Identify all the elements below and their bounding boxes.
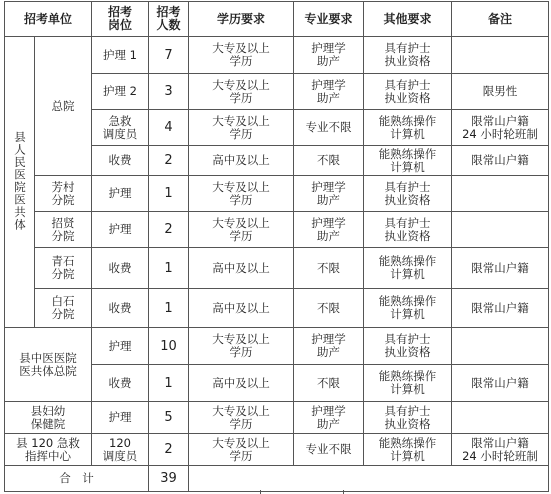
cell-count: 4 xyxy=(149,110,189,146)
table-row xyxy=(5,176,549,212)
total-row xyxy=(5,466,549,492)
cell-notes: 限常山户籍 xyxy=(452,146,549,176)
cell-major: 护理学 助产 xyxy=(294,328,364,365)
border-tick xyxy=(343,490,344,494)
cell-other: 能熟练操作 计算机 xyxy=(364,110,452,146)
cell-count: 5 xyxy=(149,402,189,434)
table-row xyxy=(5,37,549,74)
cell-major: 护理学 助产 xyxy=(294,74,364,110)
unit-county-hospital: 县人民医院医共体 xyxy=(5,37,35,328)
table-row xyxy=(5,212,549,248)
recruitment-table xyxy=(4,1,549,492)
unit-120-center: 县 120 急救 指挥中心 xyxy=(5,434,92,466)
cell-count: 1 xyxy=(149,365,189,402)
cell-count: 1 xyxy=(149,289,189,328)
cell-major: 护理学 助产 xyxy=(294,37,364,74)
table-row xyxy=(5,248,549,289)
cell-position: 120 调度员 xyxy=(92,434,149,466)
header-major: 专业要求 xyxy=(294,2,364,37)
cell-other: 具有护士 执业资格 xyxy=(364,402,452,434)
cell-education: 大专及以上 学历 xyxy=(189,434,294,466)
cell-count: 3 xyxy=(149,74,189,110)
cell-notes: 限常山户籍 24 小时轮班制 xyxy=(452,434,549,466)
cell-notes: 限常山户籍 xyxy=(452,289,549,328)
cell-position: 护理 xyxy=(92,328,149,365)
cell-major: 不限 xyxy=(294,289,364,328)
cell-count: 2 xyxy=(149,146,189,176)
cell-education: 高中及以上 xyxy=(189,248,294,289)
header-notes: 备注 xyxy=(452,2,549,37)
cell-other: 具有护士 执业资格 xyxy=(364,37,452,74)
table-row xyxy=(5,402,549,434)
cell-major: 护理学 助产 xyxy=(294,176,364,212)
cell-major: 专业不限 xyxy=(294,110,364,146)
cell-count: 7 xyxy=(149,37,189,74)
cell-major: 护理学 助产 xyxy=(294,212,364,248)
cell-other: 能熟练操作 计算机 xyxy=(364,365,452,402)
subunit-zhaoxian: 招贤 分院 xyxy=(35,212,92,248)
cell-position: 护理 xyxy=(92,212,149,248)
cell-other: 能熟练操作 计算机 xyxy=(364,289,452,328)
total-blank xyxy=(189,466,549,492)
cell-other: 具有护士 执业资格 xyxy=(364,74,452,110)
cell-notes xyxy=(452,212,549,248)
cell-education: 大专及以上 学历 xyxy=(189,176,294,212)
cell-position: 急救 调度员 xyxy=(92,110,149,146)
cell-other: 能熟练操作 计算机 xyxy=(364,248,452,289)
cell-major: 护理学 助产 xyxy=(294,402,364,434)
subunit-main: 总院 xyxy=(35,37,92,176)
header-count: 招考 人数 xyxy=(149,2,189,37)
cell-position: 护理 1 xyxy=(92,37,149,74)
cell-count: 2 xyxy=(149,212,189,248)
cell-education: 高中及以上 xyxy=(189,289,294,328)
cell-major: 不限 xyxy=(294,365,364,402)
cell-education: 大专及以上 学历 xyxy=(189,37,294,74)
cell-notes xyxy=(452,37,549,74)
cell-position: 收费 xyxy=(92,365,149,402)
cell-notes: 限男性 xyxy=(452,74,549,110)
cell-notes: 限常山户籍 xyxy=(452,365,549,402)
cell-major: 不限 xyxy=(294,248,364,289)
cell-count: 1 xyxy=(149,176,189,212)
cell-notes xyxy=(452,328,549,365)
cell-education: 大专及以上 学历 xyxy=(189,328,294,365)
header-other: 其他要求 xyxy=(364,2,452,37)
unit-tcm-hospital: 县中医医院 医共体总院 xyxy=(5,328,92,402)
cell-other: 能熟练操作 计算机 xyxy=(364,146,452,176)
subunit-qingshi: 青石 分院 xyxy=(35,248,92,289)
cell-education: 高中及以上 xyxy=(189,365,294,402)
cell-education: 大专及以上 学历 xyxy=(189,74,294,110)
cell-education: 大专及以上 学历 xyxy=(189,110,294,146)
cell-education: 大专及以上 学历 xyxy=(189,212,294,248)
cell-position: 收费 xyxy=(92,146,149,176)
cell-position: 收费 xyxy=(92,248,149,289)
cell-count: 10 xyxy=(149,328,189,365)
table-row xyxy=(5,434,549,466)
cell-position: 护理 2 xyxy=(92,74,149,110)
cell-education: 高中及以上 xyxy=(189,146,294,176)
cell-major: 不限 xyxy=(294,146,364,176)
table-row xyxy=(5,328,549,365)
cell-notes xyxy=(452,176,549,212)
cell-count: 2 xyxy=(149,434,189,466)
total-label: 合 计 xyxy=(5,466,149,492)
cell-position: 收费 xyxy=(92,289,149,328)
header-education: 学历要求 xyxy=(189,2,294,37)
header-position: 招考 岗位 xyxy=(92,2,149,37)
header-row xyxy=(5,2,549,37)
cell-position: 护理 xyxy=(92,402,149,434)
unit-maternal-child: 县妇幼 保健院 xyxy=(5,402,92,434)
cell-other: 能熟练操作 计算机 xyxy=(364,434,452,466)
cell-notes: 限常山户籍 xyxy=(452,248,549,289)
subunit-baishi: 白石 分院 xyxy=(35,289,92,328)
cell-other: 具有护士 执业资格 xyxy=(364,176,452,212)
header-unit: 招考单位 xyxy=(5,2,92,37)
border-tick xyxy=(260,490,261,494)
cell-other: 具有护士 执业资格 xyxy=(364,328,452,365)
cell-notes xyxy=(452,402,549,434)
cell-other: 具有护士 执业资格 xyxy=(364,212,452,248)
cell-major: 专业不限 xyxy=(294,434,364,466)
table-row xyxy=(5,289,549,328)
cell-education: 大专及以上 学历 xyxy=(189,402,294,434)
cell-count: 1 xyxy=(149,248,189,289)
cell-position: 护理 xyxy=(92,176,149,212)
cell-notes: 限常山户籍 24 小时轮班制 xyxy=(452,110,549,146)
subunit-fangcun: 芳村 分院 xyxy=(35,176,92,212)
total-count: 39 xyxy=(149,466,189,492)
